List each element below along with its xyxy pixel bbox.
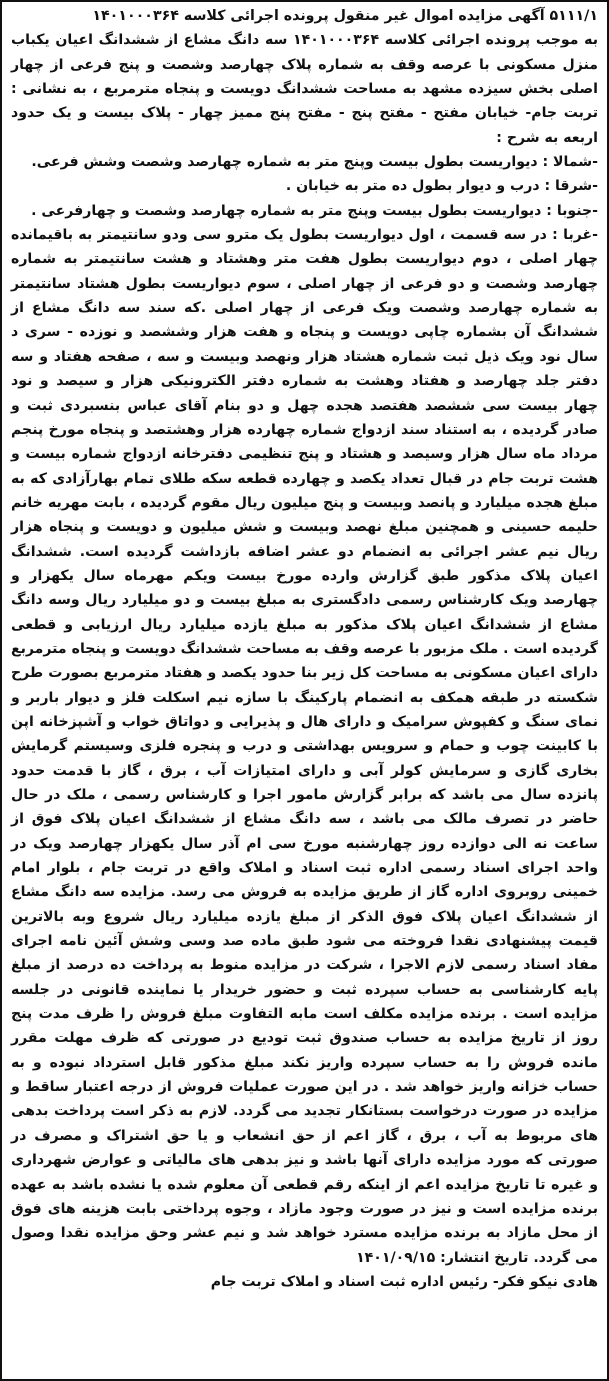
auction-notice <box>2 2 607 1294</box>
notice-intro: به موجب پرونده اجرائی کلاسه ۱۴۰۱۰۰۰۳۶۴ سه دانگ مشاع از ششدانگ اعیان یکباب منزل مسکونی با عرصه وقف به شماره پلاک چهارصد وشصت و پنج فرعی از چهار اصلی بخش سیزده مشهد به مساحت ششدانگ دویست و پنجاه مترمربع ، به نشانی : تربت جام- خیابان مفتح - مفتح پنج - مفتح پنج ممیز چهار - پلاک بیست و یک حدود اربعه به شرح : <box>11 32 598 146</box>
notice-signature: هادی نیکو فکر- رئیس اداره ثبت اسناد و املاک تربت جام <box>210 1273 598 1290</box>
notice-body: -غربا : در سه قسمت ، اول دیواریست بطول یک مترو سی ودو سانتیمتر به باقیمانده چهار اصلی ، دوم دیواریست بطول هفت متر وهشتاد و هشت سانتیمتر به شماره چهارصد وشصت و دو فرعی از چهار اصلی ، سوم دیواریست بطول هشتاد سانتیمتر به شماره چهارصد وشصت ویک فرعی از چهار اصلی .که سند سه دانگ مشاع از ششدانگ آن بشماره چاپی دویست و پنجاه و هفت هزار وششصد و نوزده - سری د سال نود ویک ذیل ثبت شماره هشتاد هزار ونهصد وبیست و سه ، صفحه هفتاد و سه دفتر جلد چهارصد و هفتاد وهشت به شماره دفتر الکترونیکی هزار و سیصد و نود چهار بیست سی ششصد هفتصد هجده چهل و دو بنام آقای عباس بنسبردی ثبت و صادر گردیده ، به استناد سند ازدواج شماره چهارده هزار وهشتصد و پنجاه مورخ پنجم مرداد ماه سال هزار وسیصد و هشتاد و پنج تنظیمی دفترخانه ازدواج شماره بیست و هشت تربت جام در قبال تعداد یکصد و چهارده قطعه سکه طلای تمام بهارآزادی که به مبلغ هجده میلیارد و پانصد وبیست و پنج میلیون ریال مقوم گردیده ، بابت مهریه خانم حلیمه حسینی و همچنین مبلغ نهصد وبیست و شش میلیون و دویست و پنجاه هزار ریال نیم عشر اجرائی به انضمام دو عشر اضافه بازداشت گردیده است. ششدانگ اعیان پلاک مذکور طبق گزارش وارده مورخ بیست ویکم مهرماه سال یکهزار و چهارصد ویک کارشناس رسمی دادگستری به مبلغ بیست و دو میلیارد ریال وسه دانگ مشاع از ششدانگ اعیان پلاک مذکور به مبلغ یازده میلیارد ریال ارزیابی و قطعی گردیده است . ملک مزبور با عرصه وقف به مساحت ششدانگ دویست و پنجاه مترمربع دارای اعیان مسکونی به مساحت کل زیر بنا حدود یکصد و هفتاد مترمربع بصورت طرح شکسته در طبقه همکف به انضمام پارکینگ با سازه نیم اسکلت فلز و دیوار باربر و نمای سنگ و کفپوش سرامیک و دارای هال و پذیرایی و دواتاق خواب و آشپزخانه اپن با کابینت چوب و حمام و سرویس بهداشتی و درب و پنجره فلزی وسیستم گرمایش بخاری گازی و سرمایش کولر آبی و دارای امتیازات آب ، برق ، گاز با قدمت حدود پانزده سال می باشد که برابر گزارش مامور اجرا و کارشناس رسمی ، ملک در حال حاضر در تصرف مالک می باشد ، سه دانگ مشاع از ششدانگ اعیان پلاک فوق از ساعت نه الی دوازده روز چهارشنبه مورخ سی ام آذر سال یکهزار چهارصد ویک در واحد اجرای اسناد رسمی اداره ثبت اسناد و املاک واقع در تربت جام ، بلوار امام خمینی روبروی اداره گاز از طریق مزایده به فروش می رسد. مزایده سه دانگ مشاع از ششدانگ اعیان پلاک فوق الذکر از مبلغ یازده میلیارد ریال شروع وبه بالاترین قیمت پیشنهادی نقدا فروخته می شود طبق ماده صد وسی وشش آئین نامه اجرای مفاد اسناد رسمی لازم الاجرا ، شرکت در مزایده منوط به پرداخت ده درصد از مبلغ پایه کارشناسی به حساب سپرده ثبت و حضور خریدار یا نماینده قانونی در جلسه مزایده است . برنده مزایده مکلف است مابه التفاوت مبلغ فروش را ظرف مدت پنج روز از تاریخ مزایده به حساب صندوق ثبت تودیع در صورتی که ظرف مهلت مقرر مانده فروش را به حساب سپرده واریز نکند مبلغ مذکور قابل استرداد نبوده و به حساب خزانه واریز خواهد شد . در این صورت عملیات فروش از درجه اعتبار ساقط و مزایده در صورت درخواست بستانکار تجدید می گردد. لازم به ذکر است پرداخت بدهی های مربوط به آب ، برق ، گاز اعم از حق انشعاب و یا حق اشتراک و مصرف در صورتی که مورد مزایده دارای آنها باشد و نیز بدهی های مالیاتی و عوارض شهرداری و غیره تا تاریخ مزایده اعم از اینکه رقم قطعی آن معلوم شده یا نشده باشد به عهده برنده مزایده است و نیز در صورت وجود مازاد ، وجوه پرداختی بابت هزینه های فوق از محل مازاد به برنده مزایده مسترد خواهد شد و نیم عشر وحق مزایده نقدا وصول می گردد. تاریخ انتشار: ۱۴۰۱/۰۹/۱۵ <box>11 227 598 1266</box>
boundary-south: -جنوبا : دیواریست بطول بیست وپنج متر به شماره چهارصد وشصت و چهارفرعی . <box>31 202 598 219</box>
boundary-east: -شرقا : درب و دیوار بطول ده متر به خیابان . <box>285 178 598 195</box>
boundary-north: -شمالا : دیواریست بطول بیست وپنج متر به شماره چهارصد وشصت وشش فرعی. <box>31 154 598 171</box>
notice-title: ۵۱۱۱/۱ آگهی مزایده اموال غیر منقول پرونده اجرائی کلاسه ۱۴۰۱۰۰۰۳۶۴ <box>92 8 598 24</box>
